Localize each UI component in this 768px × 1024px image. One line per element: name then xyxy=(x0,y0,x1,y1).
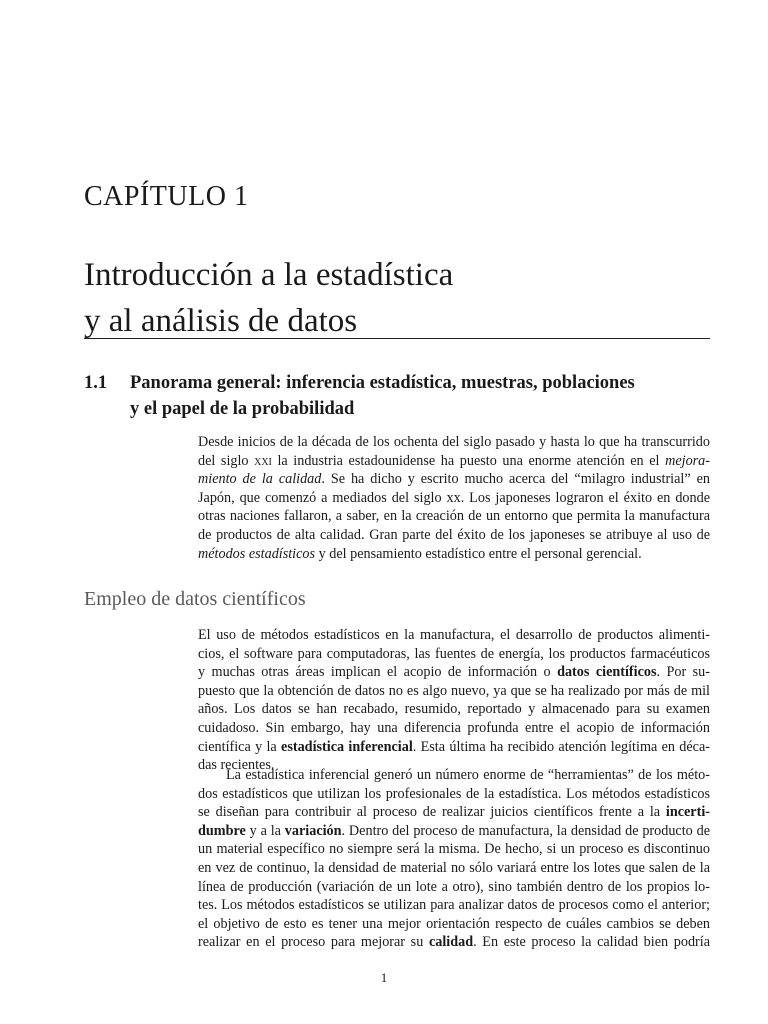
text-line: científica y la estadística inferencial. Esta última ha recibido atención legítima en déca- xyxy=(198,738,711,755)
text-line: el objetivo de esto es tener una mejor orientación respecto de cuáles cambios se deben xyxy=(198,915,710,932)
text-line: del siglo xxi la industria estadounidense ha puesto una enorme atención en el mejora- xyxy=(198,452,710,469)
chapter-label: CAPÍTULO 1 xyxy=(84,181,249,212)
section-title-line-2: y el papel de la probabilidad xyxy=(130,399,355,419)
text-line: y muchas otras áreas implican el acopio de información o datos científicos. Por su- xyxy=(198,664,710,681)
text-line: métodos estadísticos y del pensamiento estadístico entre el personal gerencial. xyxy=(198,545,642,562)
text-line: cuidadoso. Sin embargo, hay una diferencia profunda entre el acopio de información xyxy=(198,719,710,736)
paragraph-2 xyxy=(198,626,710,775)
intro-paragraph xyxy=(198,433,710,563)
text-line: un material específico no siempre será la misma. De hecho, si un proceso es discontinuo xyxy=(198,841,710,858)
text-line: de productos de alta calidad. Gran parte del éxito de los japoneses se atribuye al uso de xyxy=(198,526,710,543)
page-number: 1 xyxy=(380,970,388,985)
text-line: años. Los datos se han recabado, resumido, reportado y almacenado para su examen xyxy=(198,701,710,718)
title-divider xyxy=(84,338,710,339)
text-line: El uso de métodos estadísticos en la manufactura, el desarrollo de productos alimenti- xyxy=(198,627,710,643)
text-line: Desde inicios de la década de los ochenta del siglo pasado y hasta lo que ha transcurrido xyxy=(198,434,710,450)
text-line: línea de producción (variación de un lote a otro), sino también dentro de los propios lo- xyxy=(198,878,710,895)
chapter-title-line-1: Introducción a la estadística xyxy=(84,257,454,293)
text-line: Japón, que comenzó a mediados del siglo xx. Los japoneses lograron el éxito en donde xyxy=(198,489,710,506)
text-line: se diseñan para contribuir al proceso de realizar juicios científicos frente a la incerti- xyxy=(198,804,710,821)
text-line: realizar en el proceso para mejorar su calidad. En este proceso la calidad bien podría xyxy=(198,934,710,951)
text-line: cios, el software para computadoras, las fuentes de energía, los productos farmacéuticos xyxy=(198,645,710,662)
text-line: otras naciones fallaron, a saber, en la creación de un entorno que permita la manufactura xyxy=(198,508,710,525)
section-number: 1.1 xyxy=(84,373,108,393)
text-line: en vez de continuo, la densidad de material no sólo variará entre los lotes que salen de la xyxy=(198,859,710,876)
text-line: tes. Los métodos estadísticos se utilizan para analizar datos de procesos como el anterior; xyxy=(198,897,710,914)
chapter-title xyxy=(84,252,714,344)
section-title-line-1: Panorama general: inferencia estadística, muestras, poblaciones xyxy=(130,373,635,393)
chapter-title-line-2: y al análisis de datos xyxy=(84,303,358,339)
text-line: dumbre y a la variación. Dentro del proceso de manufactura, la densidad de producto de xyxy=(198,822,710,839)
text-line: dos estadísticos que utilizan los profesionales de la estadística. Los métodos estadísticos xyxy=(198,785,710,802)
subsection-heading: Empleo de datos científicos xyxy=(84,588,306,610)
text-line: La estadística inferencial generó un número enorme de “herramientas” de los méto- xyxy=(226,767,710,783)
paragraph-3 xyxy=(198,766,710,952)
text-line: miento de la calidad. Se ha dicho y escrito mucho acerca del “milagro industrial” en xyxy=(198,471,710,488)
text-line: puesto que la obtención de datos no es algo nuevo, ya que se ha realizado por más de mil xyxy=(198,682,710,699)
text-line: das recientes. xyxy=(198,757,275,774)
section-heading xyxy=(84,370,714,422)
